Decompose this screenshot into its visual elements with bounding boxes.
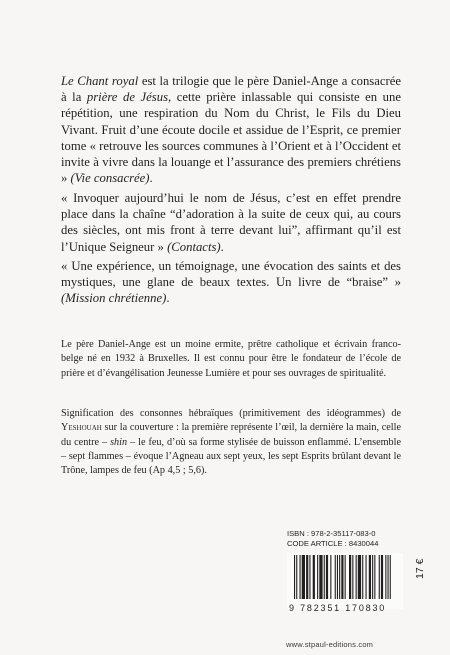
barcode-bar bbox=[294, 555, 295, 599]
barcode-bar bbox=[381, 555, 383, 599]
isbn: ISBN : 978-2-35117-083-0 bbox=[287, 529, 376, 538]
quote-source: (Contacts) bbox=[167, 239, 221, 254]
barcode-block bbox=[287, 529, 437, 629]
barcode-bar bbox=[339, 555, 340, 599]
barcode-bar bbox=[306, 555, 308, 599]
cover-note: Signification des consonnes hébraïques (primitivement des idéogrammes) de Yeshouah sur la couverture : la première représente l’œil, la dernière la main, celle du centre – shin – le feu, d’où sa forme stylisée de buisson enflammé. L’ensemble – sept flammes – évoque l’Agneau aux sept yeux, les sept Esprits brûlant devant le Trône, lampes de feu (Ap 4,5 ; 5,6). bbox=[61, 408, 401, 477]
barcode-bar bbox=[349, 555, 351, 599]
website: www.stpaul-editions.com bbox=[286, 640, 374, 649]
barcode-digits: 9 782351 170830 bbox=[289, 603, 387, 613]
barcode-bar bbox=[335, 555, 336, 599]
barcode-bar bbox=[337, 555, 338, 599]
barcode-bar bbox=[345, 555, 346, 599]
blurb-paragraph-1: Le Chant royal est la trilogie que le père Daniel-Ange a consacrée à la prière de Jésus, cette prière inlassable qui consiste en une répétition, une respiration du Nom du Christ, le Fils du Dieu Vivant. Fruit d’une écoute docile et assidue de l’Esprit, ce premier tome « retrouve les sources communes à l’Orient et à l’Occident et invite à vivre dans la louange et l’assurance des premiers chrétiens » (Vie consacrée). bbox=[61, 74, 401, 186]
barcode-bar bbox=[341, 555, 343, 599]
barcode-bar bbox=[390, 555, 391, 599]
barcode-bar bbox=[319, 555, 322, 599]
barcode-bar bbox=[369, 555, 371, 599]
barcode-bar bbox=[302, 555, 305, 599]
blurb-paragraph-2: « Invoquer aujourd’hui le nom de Jésus, c’est en effet prendre place dans la chaîne “d’adoration à la suite de ceux qui, au cours des siècles, ont mis front à terre devant lui”, affirmant qu’il est l’Unique Seigneur » (Contacts). bbox=[61, 191, 401, 254]
barcode-bar bbox=[362, 555, 363, 599]
author-bio: Le père Daniel-Ange est un moine ermite, prêtre catholique et écrivain franco-belge né en 1932 à Bruxelles. Il est connu pour être le fondateur de l’école de prière et d’évangélisation Jeunesse Lumière et pour ses ouvrages de spiritualité. bbox=[61, 339, 401, 379]
barcode-bar bbox=[366, 555, 367, 599]
barcode-bar bbox=[300, 555, 301, 599]
quote-source: (Vie consacrée) bbox=[70, 171, 150, 186]
book-title: Le Chant royal bbox=[61, 74, 139, 88]
barcode-bar bbox=[352, 555, 353, 599]
barcode-bar bbox=[388, 555, 389, 599]
blurb-paragraph-3: « Une expérience, un témoignage, une évocation des saints et des mystiques, une glane de beaux textes. Un livre de “braise” » (Mission chrétienne). bbox=[61, 259, 401, 306]
barcode-bar bbox=[379, 555, 380, 599]
barcode-bar bbox=[372, 555, 373, 599]
barcode-bar bbox=[309, 555, 310, 599]
barcode-bar bbox=[330, 555, 331, 599]
barcode-bar bbox=[374, 555, 375, 599]
price: 17 € bbox=[414, 558, 426, 579]
barcode-bar bbox=[324, 555, 325, 599]
barcode-bar bbox=[317, 555, 318, 599]
barcode-bar bbox=[358, 555, 361, 599]
barcode-bars bbox=[293, 555, 401, 601]
barcode-bar bbox=[356, 555, 357, 599]
quote-source: (Mission chrétienne) bbox=[61, 291, 167, 306]
barcode-bar bbox=[326, 555, 328, 599]
barcode-bar bbox=[313, 555, 315, 599]
barcode-bar bbox=[385, 555, 386, 599]
barcode-bar bbox=[296, 555, 297, 599]
code-article: CODE ARTICLE : 8430044 bbox=[287, 539, 379, 548]
